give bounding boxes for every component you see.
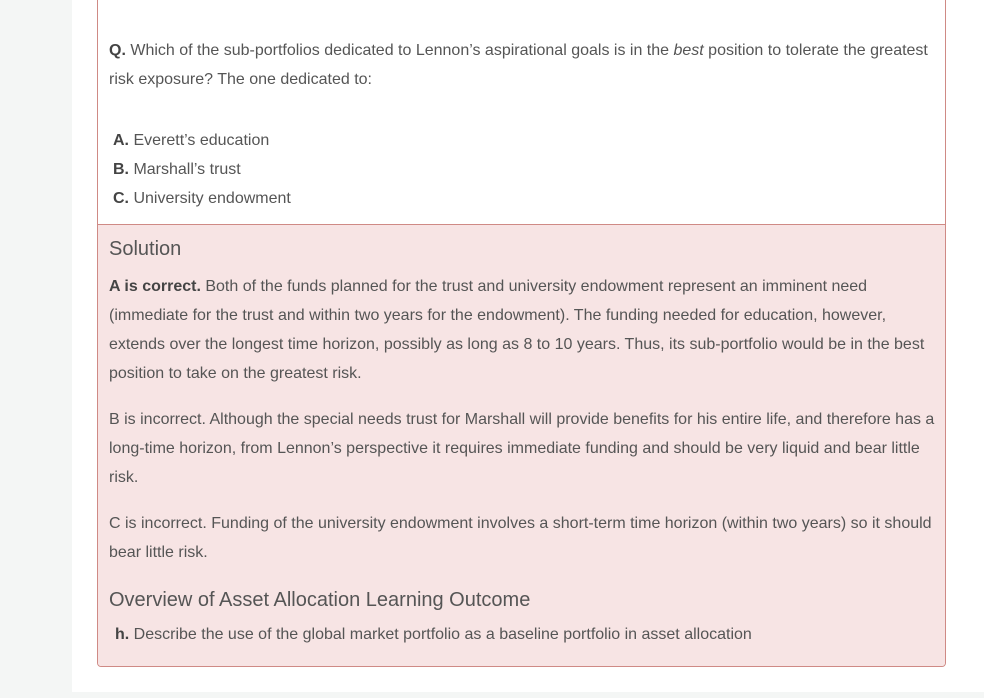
solution-b-paragraph: B is incorrect. Although the special needs trust for Marshall will provide benefits for his entire life, and therefore has a long-time horizon, from Lennon’s perspective it requires immediate funding and should be very liquid and bear little risk. [109, 411, 935, 486]
choice-b-text: Marshall’s trust [129, 161, 241, 178]
solution-correct-paragraph [109, 272, 939, 388]
left-margin [0, 0, 72, 698]
question-prefix: Q. [109, 42, 126, 59]
solution-section [98, 225, 945, 667]
question-text-after: position to tolerate the greatest risk exposure? The one dedicated to: [109, 42, 928, 88]
learning-outcome [115, 620, 752, 649]
question-card [97, 0, 946, 667]
choice-b[interactable] [113, 155, 291, 184]
solution-correct-text: Both of the funds planned for the trust and university endowment represent an imminent need (immediate for the trust and within two years for the endowment). The funding needed for education, however, extends over the longest time horizon, possibly as long as 8 to 10 years. Thus, its sub-portfolio would be in the best position to take on the greatest risk. [109, 278, 925, 382]
question-emphasis: best [673, 42, 704, 59]
solution-title: Solution [109, 238, 182, 260]
outcome-letter: h. [115, 626, 130, 643]
question-text [109, 36, 939, 94]
answer-choices [113, 126, 291, 213]
choice-c-text: University endowment [129, 190, 291, 207]
content-page [72, 0, 984, 692]
outcome-text: Describe the use of the global market portfolio as a baseline portfolio in asset allocation [129, 626, 752, 643]
choice-c-letter: C. [113, 190, 129, 207]
overview-title: Overview of Asset Allocation Learning Outcome [109, 589, 531, 611]
solution-c-paragraph: C is incorrect. Funding of the university endowment involves a short-term time horizon (within two years) so it should bear little risk. [109, 515, 932, 561]
choice-a-text: Everett’s education [129, 132, 270, 149]
choice-a-letter: A. [113, 132, 129, 149]
question-section [98, 0, 945, 225]
choice-b-letter: B. [113, 161, 129, 178]
choice-a[interactable] [113, 126, 291, 155]
choice-c[interactable] [113, 184, 291, 213]
question-text-before: Which of the sub-portfolios dedicated to Lennon’s aspirational goals is in the [125, 42, 674, 59]
solution-correct-lead: A is correct. [109, 278, 201, 295]
